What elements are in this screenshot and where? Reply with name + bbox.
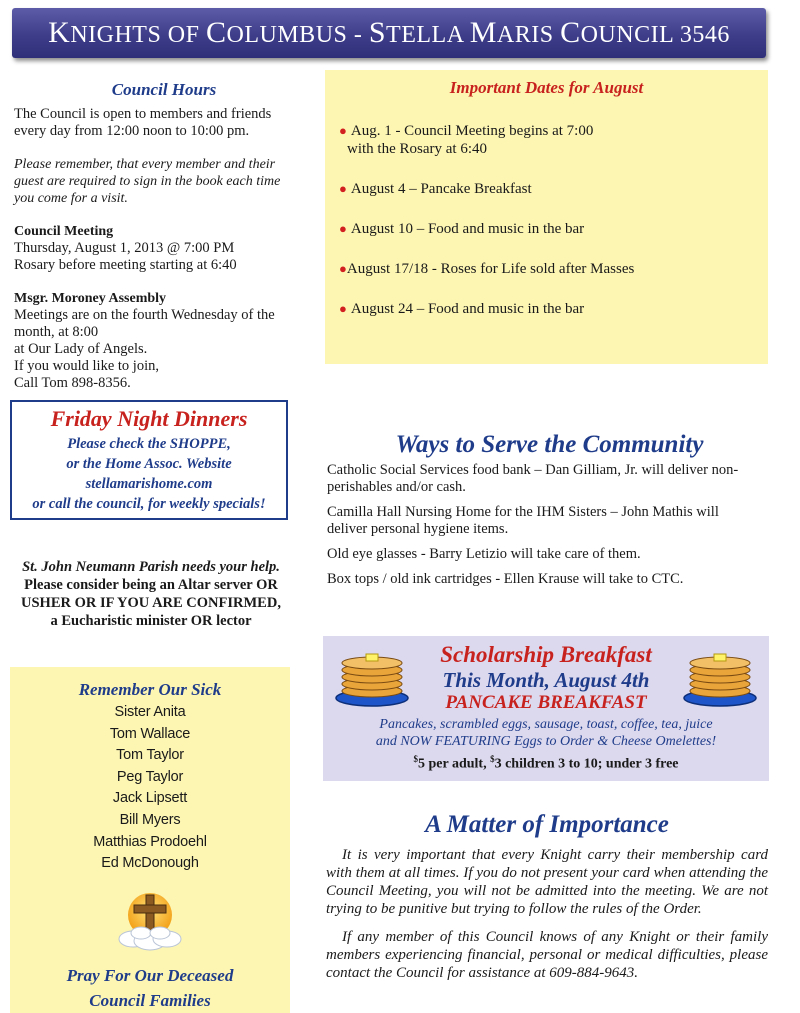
parish-notice: St. John Neumann Parish needs your help. Please consider being an Altar server OR USHER OR IF YOU ARE CONFIRMED, a Eucharistic minister OR lector — [21, 559, 281, 629]
list-item: ●August 17/18 - Roses for Life sold after Masses — [339, 261, 635, 277]
bullet-icon: ● — [339, 181, 347, 196]
list-item: Bill Myers — [119, 811, 181, 828]
council-hours-section — [14, 80, 314, 392]
importance-paragraph: If any member of this Council knows of any Knight or their family members experiencing financial, personal or medical difficulties, please contact the Council for assistance at 609-884-9643. — [326, 929, 768, 981]
breakfast-label: PANCAKE BREAKFAST — [445, 692, 647, 713]
friday-dinners-text: Please check the SHOPPE, or the Home Assoc. Website stellamarishome.com or call the council, for weekly specials! — [32, 436, 266, 512]
assembly-info: Msgr. Moroney Assembly Meetings are on the fourth Wednesday of the month, at 8:00 at Our Lady of Angels. If you would like to join, Call Tom 898-8356. — [14, 291, 275, 391]
breakfast-price: $5 per adult, $3 children 3 to 10; under 3 free — [413, 754, 679, 772]
important-dates-box — [325, 70, 768, 364]
serve-list — [327, 462, 772, 588]
list-item: Jack Lipsett — [112, 790, 188, 807]
pray-deceased-text: Pray For Our Deceased Council Families — [66, 965, 234, 1010]
council-hours-heading: Council Hours — [111, 80, 217, 99]
list-item: Catholic Social Services food bank – Dan Gilliam, Jr. will deliver non- perishables and/or cash. — [327, 462, 739, 495]
list-item: ● Aug. 1 - Council Meeting begins at 7:00 with the Rosary at 6:40 — [339, 123, 594, 157]
friday-dinners-heading: Friday Night Dinners — [50, 406, 248, 431]
list-item: Box tops / old ink cartridges - Ellen Krause will take to CTC. — [327, 571, 684, 587]
sign-in-notice: Please remember, that every member and their guest are required to sign in the book each time you come for a visit. — [14, 157, 281, 206]
council-meeting-info: Council Meeting Thursday, August 1, 2013 @ 7:00 PM Rosary before meeting starting at 6:40 — [14, 224, 237, 273]
masthead-title: KNIGHTS OF COLUMBUS - STELLA MARIS COUNCIL 3546 — [48, 16, 730, 49]
bullet-icon: ● — [339, 301, 347, 316]
breakfast-subtitle: This Month, August 4th — [442, 668, 650, 692]
remember-sick-box — [10, 667, 290, 1013]
importance-section — [326, 810, 768, 982]
remember-sick-heading: Remember Our Sick — [78, 680, 222, 699]
list-item: ● August 10 – Food and music in the bar — [339, 221, 585, 237]
list-item: ● August 4 – Pancake Breakfast — [339, 181, 532, 197]
important-dates-list — [339, 122, 754, 318]
serve-section — [327, 430, 772, 588]
importance-heading: A Matter of Importance — [425, 811, 669, 838]
list-item: Sister Anita — [114, 704, 186, 720]
council-hours-text: The Council is open to members and friends every day from 12:00 noon to 10:00 pm. — [14, 106, 272, 139]
breakfast-menu: Pancakes, scrambled eggs, sausage, toast, coffee, tea, juice and NOW FEATURING Eggs to Order & Cheese Omelettes! — [375, 717, 717, 749]
serve-heading: Ways to Serve the Community — [395, 431, 704, 458]
list-item: Tom Wallace — [109, 725, 191, 742]
list-item: Camilla Hall Nursing Home for the IHM Sisters – John Mathis will deliver personal hygiene items. — [327, 504, 719, 537]
pancake-stack-icon — [332, 642, 412, 708]
list-item: Tom Taylor — [116, 747, 184, 764]
pancake-stack-icon — [680, 642, 760, 708]
bullet-icon: ● — [339, 221, 347, 236]
important-dates-heading: Important Dates for August — [449, 78, 644, 97]
list-item: Peg Taylor — [116, 768, 184, 785]
list-item: Ed McDonough — [101, 855, 199, 872]
sick-list — [10, 702, 290, 875]
list-item: Matthias Prodoehl — [93, 833, 207, 850]
breakfast-title: Scholarship Breakfast — [440, 642, 652, 667]
masthead-banner — [12, 8, 766, 58]
cross-in-clouds-icon — [113, 889, 187, 953]
list-item: ● August 24 – Food and music in the bar — [339, 301, 585, 317]
friday-dinners-box — [10, 400, 288, 520]
bullet-icon: ● — [339, 123, 347, 138]
list-item: Old eye glasses - Barry Letizio will take care of them. — [327, 546, 641, 562]
bullet-icon: ● — [339, 261, 347, 276]
importance-paragraph: It is very important that every Knight carry their membership card with them at all times. If you do not present your card when attending the Council Meeting, you will not be admitted into the meeting. We are not trying to be punitive but trying to follow the rules of the Order. — [326, 847, 768, 917]
